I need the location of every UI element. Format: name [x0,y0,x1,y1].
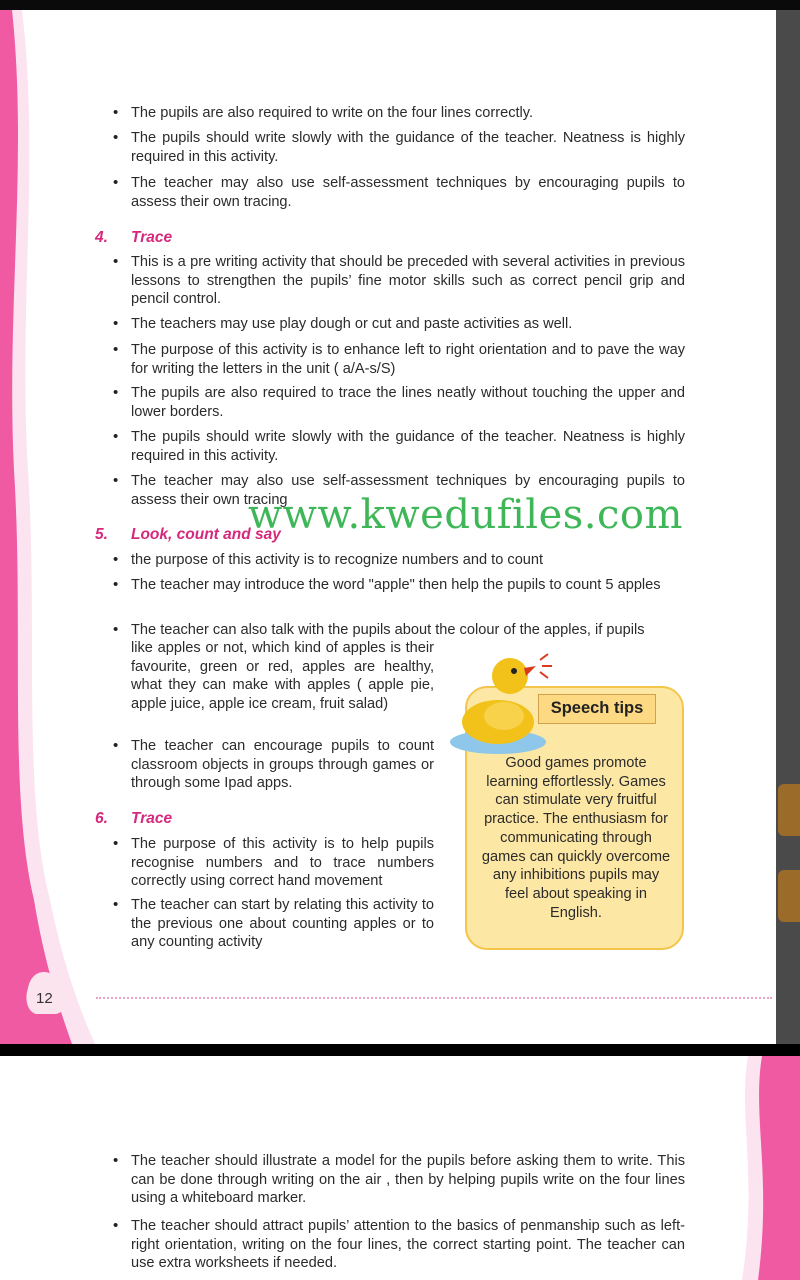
book-page-13 [0,1056,800,1280]
body-text: The teacher should attract pupils’ attention to the basics of penmanship such as left- right orientation, writing on the four lines, the correct starting point. The teacher can use extra worksheets if needed. [131,1218,685,1272]
body-text-line: The teacher can also talk with the pupils about the colour of the apples, if pupils [131,622,645,638]
section-number: 6. [95,810,108,827]
bullet-dot: • [113,472,119,489]
bullet-dot: • [113,621,119,638]
bullet-dot: • [113,104,119,121]
bullet-dot: • [113,174,119,191]
section-title: Look, count and say [131,526,281,543]
body-text: The purpose of this activity is to help pupils recognise numbers and to trace numbers correctly using correct hand movement [131,836,434,890]
bullet-dot: • [113,896,119,913]
bullet-dot: • [113,737,119,754]
section-number: 5. [95,526,108,543]
body-text: The pupils are also required to trace the lines neatly without touching the upper and lower borders. [131,385,685,420]
speech-tips-label: Speech tips [538,694,656,724]
bullet-dot: • [113,341,119,358]
section-title: Trace [131,810,173,827]
speech-tips-text: Good games promote learning effortlessly. Games can stimulate very fruitful practice. The enthusiasm for communicating through games can quickly overcome any inhibitions pupils may feel about speaking in English. [481,755,671,921]
body-text: The teachers may use play dough or cut and paste activities as well. [131,316,573,332]
bullet-dot: • [113,253,119,270]
body-text: The pupils should write slowly with the guidance of the teacher. Neatness is highly required in this activity. [131,429,685,464]
body-text: The pupils should write slowly with the guidance of the teacher. Neatness is highly required in this activity. [131,130,685,165]
body-text: The teacher may also use self-assessment techniques by encouraging pupils to assess their own tracing. [131,175,685,210]
body-text: the purpose of this activity is to recognize numbers and to count [131,552,544,568]
book-page-12 [0,10,776,1044]
side-tab-home-icon[interactable] [778,870,800,922]
body-text: The teacher should illustrate a model for the pupils before asking them to write. This can be done through writing on the air , then by helping pupils write on the four lines using a whiteboard marker. [131,1153,685,1207]
bullet-dot: • [113,384,119,401]
section-number: 4. [95,229,108,246]
bullet-dot: • [113,1152,119,1169]
watermark: www.kwedufiles.com [248,492,683,538]
body-text: The teacher may introduce the word "apple" then help the pupils to count 5 apples [131,577,661,593]
page-number: 12 [36,990,53,1007]
bullet-dot: • [113,129,119,146]
body-text: The teacher can start by relating this activity to the previous one about counting apples or to any counting activity [131,897,434,951]
body-text: This is a pre writing activity that should be preceded with several activities in previous lessons to strengthen the pupils’ fine motor skills such as correct pencil grip and pencil control. [131,254,685,308]
section-title: Trace [131,229,173,246]
body-text: The purpose of this activity is to enhance left to right orientation and to pave the way for writing the letters in the unit ( a/A-s/S) [131,342,685,377]
body-text: The pupils are also required to write on the four lines correctly. [131,105,534,121]
bullet-dot: • [113,551,119,568]
bullet-dot: • [113,835,119,852]
bullet-dot: • [113,1217,119,1234]
bullet-dot: • [113,576,119,593]
top-bar [0,0,800,10]
dotted-footer-line [96,997,772,999]
body-text: The teacher may also use self-assessment techniques by encouraging pupils to assess their own tracing [131,473,685,508]
body-text: The teacher can encourage pupils to count classroom objects in groups through games or through some Ipad apps. [131,738,434,792]
bullet-dot: • [113,428,119,445]
body-text: like apples or not, which kind of apples is their favourite, green or red, apples are healthy, what they can make with apples ( apple pie, apple juice, apple ice cream, fruit salad) [131,640,434,712]
side-tab-prev-icon[interactable] [778,784,800,836]
bullet-dot: • [113,315,119,332]
